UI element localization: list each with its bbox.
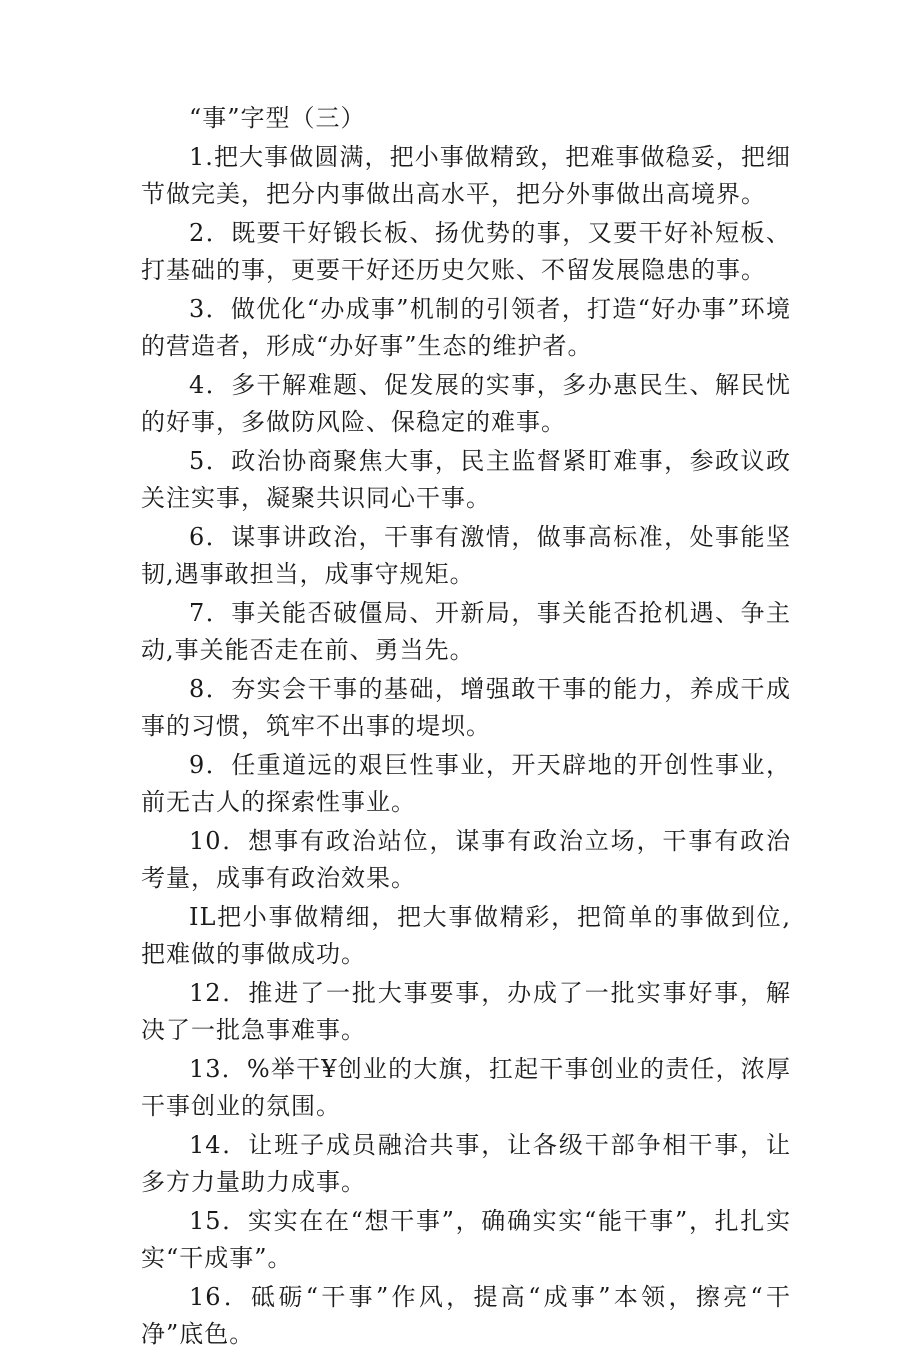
list-item: 7．事关能否破僵局、开新局，事关能否抢机遇、争主动,事关能否走在前、勇当先。 [141, 599, 791, 664]
document-body [141, 100, 791, 1355]
list-item: 5．政治协商聚焦大事，民主监督紧盯难事，参政议政关注实事，凝聚共识同心干事。 [141, 447, 791, 512]
list-item: 2．既要干好锻长板、扬优势的事，又要干好补短板、打基础的事，更要干好还历史欠账、不留发展隐患的事。 [141, 219, 791, 284]
list-item: 14．让班子成员融洽共事，让各级干部争相干事，让多方力量助力成事。 [141, 1131, 791, 1196]
list-item: 4．多干解难题、促发展的实事，多办惠民生、解民忧的好事，多做防风险、保稳定的难事。 [141, 371, 791, 436]
list-item: IL把小事做精细，把大事做精彩，把简单的事做到位,把难做的事做成功。 [141, 903, 791, 968]
list-item: 3．做优化“办成事”机制的引领者，打造“好办事”环境的营造者，形成“办好事”生态的维护者。 [141, 295, 791, 360]
list-item: 8．夯实会干事的基础，增强敢干事的能力，养成干成事的习惯，筑牢不出事的堤坝。 [141, 675, 791, 740]
list-item: 6．谋事讲政治，干事有激情，做事高标准，处事能坚韧,遇事敢担当，成事守规矩。 [141, 523, 791, 588]
list-item: 1.把大事做圆满，把小事做精致，把难事做稳妥，把细节做完美，把分内事做出高水平，把分外事做出高境界。 [141, 143, 791, 208]
document-title: “事”字型（三） [189, 104, 366, 132]
list-item: 16．砥砺“干事”作风，提高“成事”本领，擦亮“干净”底色。 [141, 1283, 791, 1348]
list-item: 9．任重道远的艰巨性事业，开天辟地的开创性事业，前无古人的探索性事业。 [141, 751, 791, 816]
list-item: 10．想事有政治站位，谋事有政治立场，干事有政治考量，成事有政治效果。 [141, 827, 791, 892]
list-item: 13．%举干¥创业的大旗，扛起干事创业的责任，浓厚干事创业的氛围。 [141, 1055, 791, 1120]
list-item: 12．推进了一批大事要事，办成了一批实事好事，解决了一批急事难事。 [141, 979, 791, 1044]
list-item: 15．实实在在“想干事”，确确实实“能干事”，扎扎实实“干成事”。 [141, 1207, 791, 1272]
